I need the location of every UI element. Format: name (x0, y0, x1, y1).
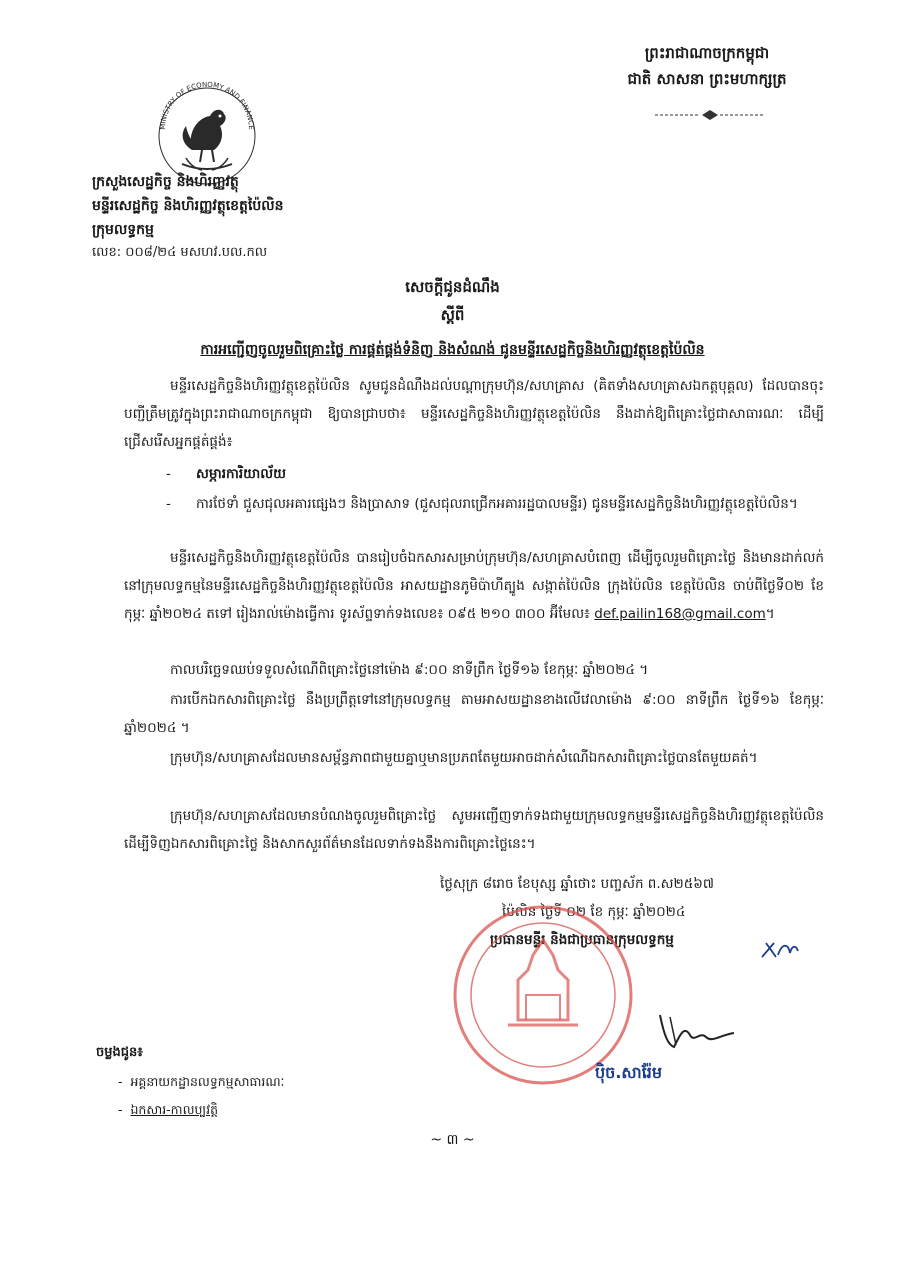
lunar-date: ថ្ងៃសុក្រ ៨រោច ខែបុស្ស ឆ្នាំថោះ បញ្ចស័ក ព.ស២៥៦៧ (440, 876, 714, 892)
cc-item-text: អគ្គនាយកដ្ឋានលទ្ធកម្មសាធារណៈ (130, 1074, 285, 1089)
solar-date: ប៉ៃលិន ថ្ងៃទី ០២ ខែ កុម្ភៈ ឆ្នាំ២០២៤ (502, 904, 686, 920)
bullet-item: - ការថែទាំ ជួសជុលអគារផ្សេងៗ និងប្រាសាទ (ជួសជុលរាជ្រើកអគាររដ្ឋបាលមន្ទីរ) ជូនមន្ទីរសេដ្ឋកិច្ចនិងហិរញ្ញវត្ថុខេត្តប៉ៃលិន។ (166, 490, 824, 518)
reference-number: លេខ: ០០៨/២៤ មសហវ.បល.កល (92, 245, 268, 260)
signer-name: ប៉ិច.សារ៉ែម (595, 1063, 663, 1082)
ornament-divider-icon (650, 108, 770, 122)
paragraph-documents (124, 544, 824, 628)
paragraph-deadline: កាលបរិច្ឆេទឈប់ទទួលសំណើពិគ្រោះថ្លៃនៅម៉ោង ៩:០០ នាទីព្រឹក ថ្ងៃទី១៦ ខែកុម្ភៈ ឆ្នាំ២០២៤ ។ (170, 662, 649, 678)
paragraph-affiliation: ក្រុមហ៊ុន/សហគ្រាសដែលមានសម្ព័ន្ធភាពជាមួយគ្នាឬមានប្រភពតែមួយអាចដាក់សំណើឯកសារពិគ្រោះថ្លៃបានតែមួយគត់។ (170, 750, 758, 766)
cc-title: ចម្លងជូន៖ (96, 1045, 143, 1060)
page-number: ~ ៣ ~ (430, 1132, 475, 1148)
ministry-block (92, 170, 284, 242)
bullet-text: សម្ភារការិយាល័យ (196, 466, 286, 482)
regarding-label: ស្តីពី (440, 306, 465, 324)
procurement-unit: ក្រុមលទ្ធកម្ម (92, 222, 154, 238)
cc-item: - ឯកសារ-កាលប្បវត្តិ (118, 1102, 219, 1117)
email-link[interactable]: def.pailin168@gmail.com (594, 606, 766, 622)
document-type: សេចក្តីជូនដំណឹង (405, 278, 500, 296)
cc-item-text: ឯកសារ-កាលប្បវត្តិ (130, 1102, 219, 1117)
bullet-text: ការថែទាំ ជួសជុលអគារផ្សេងៗ និងប្រាសាទ (ជួសជុលរាជ្រើកអគាររដ្ឋបាលមន្ទីរ) ជូនមន្ទីរសេដ្ឋកិច្ចនិងហិរញ្ញវត្ថុខេត្តប៉ៃលិន។ (196, 496, 798, 512)
subject-line: ការអញ្ជើញចូលរួមពិគ្រោះថ្លៃ ការផ្គត់ផ្គង់ទំនិញ និងសំណង់ ជូនមន្ទីរសេដ្ឋកិច្ចនិងហិរញ្ញវត្ថុខេត្តប៉ៃលិន (200, 342, 705, 358)
cc-item: - អគ្គនាយកដ្ឋានលទ្ធកម្មសាធារណៈ (118, 1074, 285, 1089)
svg-text:MINISTRY OF ECONOMY AND FINANC: MINISTRY OF ECONOMY AND FINANCE (158, 80, 256, 130)
paragraph-text: មន្ទីរសេដ្ឋកិច្ចនិងហិរញ្ញវត្ថុខេត្តប៉ៃលិន បានរៀបចំឯកសារសម្រាប់ក្រុមហ៊ុន/សហគ្រាសបំពេញ ដើម្បីចូលរួមពិគ្រោះថ្លៃ និងមានដាក់លក់នៅក្រុមលទ្ធកម្មនៃមន្ទីរសេដ្ឋកិច្ចនិងហិរញ្ញវត្ថុខេត្តប៉ៃលិន អាសយដ្ឋានភូមិប៉ាហីត្បូង សង្កាត់ប៉ៃលិន ក្រុងប៉ៃលិន ខេត្តប៉ៃលិន ចាប់ពីថ្ងៃទី០២ ខែកុម្ភៈ ឆ្នាំ២០២៤ តទៅ រៀងរាល់ម៉ោងធ្វើការ ទូរស័ព្ទទាក់ទងលេខ៖ ០៩៥ ២១០ ៣០០ អ៊ីមែល៖ (124, 550, 824, 622)
kingdom-title: ព្រះរាជាណាចក្រកម្ពុជា (644, 44, 770, 62)
department-name: មន្ទីរសេដ្ឋកិច្ច និងហិរញ្ញវត្ថុខេត្តប៉ៃលិន (92, 198, 284, 214)
initial-mark-icon (760, 935, 800, 965)
kingdom-motto: ជាតិ សាសនា ព្រះមហាក្សត្រ (627, 70, 787, 88)
kingdom-header (607, 40, 807, 92)
paragraph-end: ។ (765, 606, 775, 622)
ministry-name: ក្រសួងសេដ្ឋកិច្ច និងហិរញ្ញវត្ថុ (92, 174, 239, 190)
bullet-item: - សម្ភារការិយាល័យ (166, 466, 286, 482)
signer-title: ប្រធានមន្ទីរ និងជាប្រធានក្រុមលទ្ធកម្ម (490, 932, 674, 948)
paragraph-intro: មន្ទីរសេដ្ឋកិច្ចនិងហិរញ្ញវត្ថុខេត្តប៉ៃលិន សូមជូនដំណឹងដល់បណ្តាក្រុមហ៊ុន/សហគ្រាស (គិតទាំងសហគ្រាសឯកត្តបុគ្គល) ដែលបានចុះបញ្ជីត្រឹមត្រូវក្នុងព្រះរាជាណាចក្រកម្ពុជា ឱ្យបានជ្រាបថា៖ មន្ទីរសេដ្ឋកិច្ចនិងហិរញ្ញវត្ថុខេត្តប៉ៃលិន នឹងដាក់ឱ្យពិគ្រោះថ្លៃជាសាធារណៈ ដើម្បីជ្រើសរើសអ្នកផ្គត់ផ្គង់៖ (124, 378, 824, 450)
paragraph-opening: ការបើកឯកសារពិគ្រោះថ្លៃ នឹងប្រព្រឹត្តទៅនៅក្រុមលទ្ធកម្ម តាមអាសយដ្ឋានខាងលើវេលាម៉ោង ៩:០០ នាទីព្រឹក ថ្ងៃទី១៦ ខែកុម្ភៈ ឆ្នាំ២០២៤ ។ (124, 692, 824, 736)
paragraph-contact: ក្រុមហ៊ុន/សហគ្រាសដែលមានបំណងចូលរួមពិគ្រោះថ្លៃ សូមអញ្ជើញទាក់ទងជាមួយក្រុមលទ្ធកម្មមន្ទីរសេដ្ឋកិច្ចនិងហិរញ្ញវត្ថុខេត្តប៉ៃលិន ដើម្បីទិញឯកសារពិគ្រោះថ្លៃ និងសាកសួរព័ត៌មានដែលទាក់ទងនឹងការពិគ្រោះថ្លៃនេះ។ (124, 808, 824, 852)
signature-icon (650, 1005, 740, 1055)
